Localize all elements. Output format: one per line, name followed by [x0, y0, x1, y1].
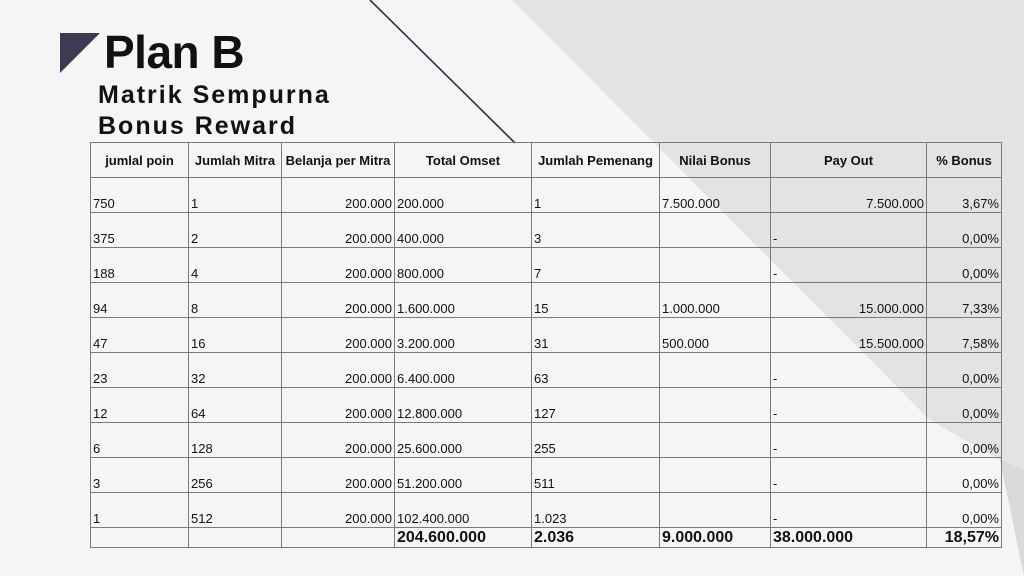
cell-belanja: 200.000 [282, 458, 395, 493]
slide-title: Plan B [104, 26, 245, 78]
cell-percent-bonus: 0,00% [927, 388, 1002, 423]
cell-belanja: 200.000 [282, 248, 395, 283]
total-pay-out: 38.000.000 [771, 528, 927, 548]
cell-percent-bonus: 0,00% [927, 493, 1002, 528]
cell-pay-out: - [771, 353, 927, 388]
cell-percent-bonus: 0,00% [927, 248, 1002, 283]
total-omset: 204.600.000 [395, 528, 532, 548]
table-row [91, 493, 1002, 528]
cell-mitra: 256 [189, 458, 282, 493]
table-row [91, 388, 1002, 423]
cell-nilai-bonus: 7.500.000 [660, 178, 771, 213]
cell-belanja: 200.000 [282, 493, 395, 528]
cell-pay-out: 15.000.000 [771, 283, 927, 318]
header-belanja-per-mitra: Belanja per Mitra [282, 143, 395, 178]
cell-mitra: 4 [189, 248, 282, 283]
cell-pemenang: 1 [532, 178, 660, 213]
cell-poin: 750 [91, 178, 189, 213]
cell-nilai-bonus [660, 353, 771, 388]
bonus-reward-table [90, 142, 1002, 548]
cell-percent-bonus: 0,00% [927, 423, 1002, 458]
cell-belanja: 200.000 [282, 353, 395, 388]
cell-pay-out: - [771, 248, 927, 283]
decorative-diagonal-line [370, 0, 515, 143]
cell-pay-out: 15.500.000 [771, 318, 927, 353]
cell-pemenang: 255 [532, 423, 660, 458]
cell-pemenang: 127 [532, 388, 660, 423]
table-header-row [91, 143, 1002, 178]
cell-mitra: 16 [189, 318, 282, 353]
cell-poin: 375 [91, 213, 189, 248]
cell-nilai-bonus [660, 493, 771, 528]
cell-poin: 23 [91, 353, 189, 388]
cell-pay-out: - [771, 213, 927, 248]
cell-nilai-bonus: 1.000.000 [660, 283, 771, 318]
cell-percent-bonus: 0,00% [927, 458, 1002, 493]
cell-omset: 102.400.000 [395, 493, 532, 528]
cell-nilai-bonus [660, 388, 771, 423]
cell-omset: 3.200.000 [395, 318, 532, 353]
header-total-omset: Total Omset [395, 143, 532, 178]
cell-poin: 47 [91, 318, 189, 353]
total-belanja [282, 528, 395, 548]
header-pay-out: Pay Out [771, 143, 927, 178]
cell-pemenang: 3 [532, 213, 660, 248]
header-nilai-bonus: Nilai Bonus [660, 143, 771, 178]
total-pemenang: 2.036 [532, 528, 660, 548]
cell-mitra: 8 [189, 283, 282, 318]
background-gray-panel-lower [1000, 460, 1024, 576]
cell-percent-bonus: 0,00% [927, 213, 1002, 248]
title-triangle-icon [60, 33, 100, 73]
cell-poin: 3 [91, 458, 189, 493]
cell-percent-bonus: 7,58% [927, 318, 1002, 353]
cell-mitra: 128 [189, 423, 282, 458]
cell-omset: 6.400.000 [395, 353, 532, 388]
table-row [91, 423, 1002, 458]
cell-poin: 1 [91, 493, 189, 528]
total-nilai-bonus: 9.000.000 [660, 528, 771, 548]
cell-percent-bonus: 3,67% [927, 178, 1002, 213]
header-jumlal-poin: jumlal poin [91, 143, 189, 178]
cell-pemenang: 7 [532, 248, 660, 283]
table-total-row [91, 528, 1002, 548]
cell-omset: 400.000 [395, 213, 532, 248]
cell-omset: 51.200.000 [395, 458, 532, 493]
cell-poin: 94 [91, 283, 189, 318]
cell-omset: 200.000 [395, 178, 532, 213]
cell-belanja: 200.000 [282, 213, 395, 248]
cell-pemenang: 1.023 [532, 493, 660, 528]
cell-percent-bonus: 0,00% [927, 353, 1002, 388]
cell-belanja: 200.000 [282, 423, 395, 458]
cell-pay-out: 7.500.000 [771, 178, 927, 213]
total-mitra [189, 528, 282, 548]
cell-omset: 800.000 [395, 248, 532, 283]
total-percent-bonus: 18,57% [927, 528, 1002, 548]
cell-mitra: 512 [189, 493, 282, 528]
cell-omset: 25.600.000 [395, 423, 532, 458]
cell-pay-out: - [771, 423, 927, 458]
cell-mitra: 64 [189, 388, 282, 423]
header-jumlah-mitra: Jumlah Mitra [189, 143, 282, 178]
cell-mitra: 32 [189, 353, 282, 388]
cell-mitra: 1 [189, 178, 282, 213]
cell-belanja: 200.000 [282, 178, 395, 213]
table-row [91, 213, 1002, 248]
slide-subtitle-line-2: Bonus Reward [98, 112, 298, 140]
cell-mitra: 2 [189, 213, 282, 248]
cell-belanja: 200.000 [282, 318, 395, 353]
header-percent-bonus: % Bonus [927, 143, 1002, 178]
slide-subtitle-line-1: Matrik Sempurna [98, 81, 331, 109]
cell-nilai-bonus [660, 213, 771, 248]
cell-pemenang: 31 [532, 318, 660, 353]
cell-poin: 6 [91, 423, 189, 458]
cell-omset: 12.800.000 [395, 388, 532, 423]
table-row [91, 178, 1002, 213]
table-row [91, 458, 1002, 493]
table-row [91, 353, 1002, 388]
cell-belanja: 200.000 [282, 388, 395, 423]
cell-belanja: 200.000 [282, 283, 395, 318]
table-row [91, 283, 1002, 318]
table-row [91, 248, 1002, 283]
cell-pemenang: 63 [532, 353, 660, 388]
cell-nilai-bonus: 500.000 [660, 318, 771, 353]
cell-pay-out: - [771, 388, 927, 423]
cell-pay-out: - [771, 458, 927, 493]
total-poin [91, 528, 189, 548]
cell-pay-out: - [771, 493, 927, 528]
cell-nilai-bonus [660, 423, 771, 458]
header-jumlah-pemenang: Jumlah Pemenang [532, 143, 660, 178]
cell-pemenang: 511 [532, 458, 660, 493]
cell-omset: 1.600.000 [395, 283, 532, 318]
cell-poin: 12 [91, 388, 189, 423]
cell-poin: 188 [91, 248, 189, 283]
cell-percent-bonus: 7,33% [927, 283, 1002, 318]
cell-pemenang: 15 [532, 283, 660, 318]
table-row [91, 318, 1002, 353]
cell-nilai-bonus [660, 458, 771, 493]
cell-nilai-bonus [660, 248, 771, 283]
